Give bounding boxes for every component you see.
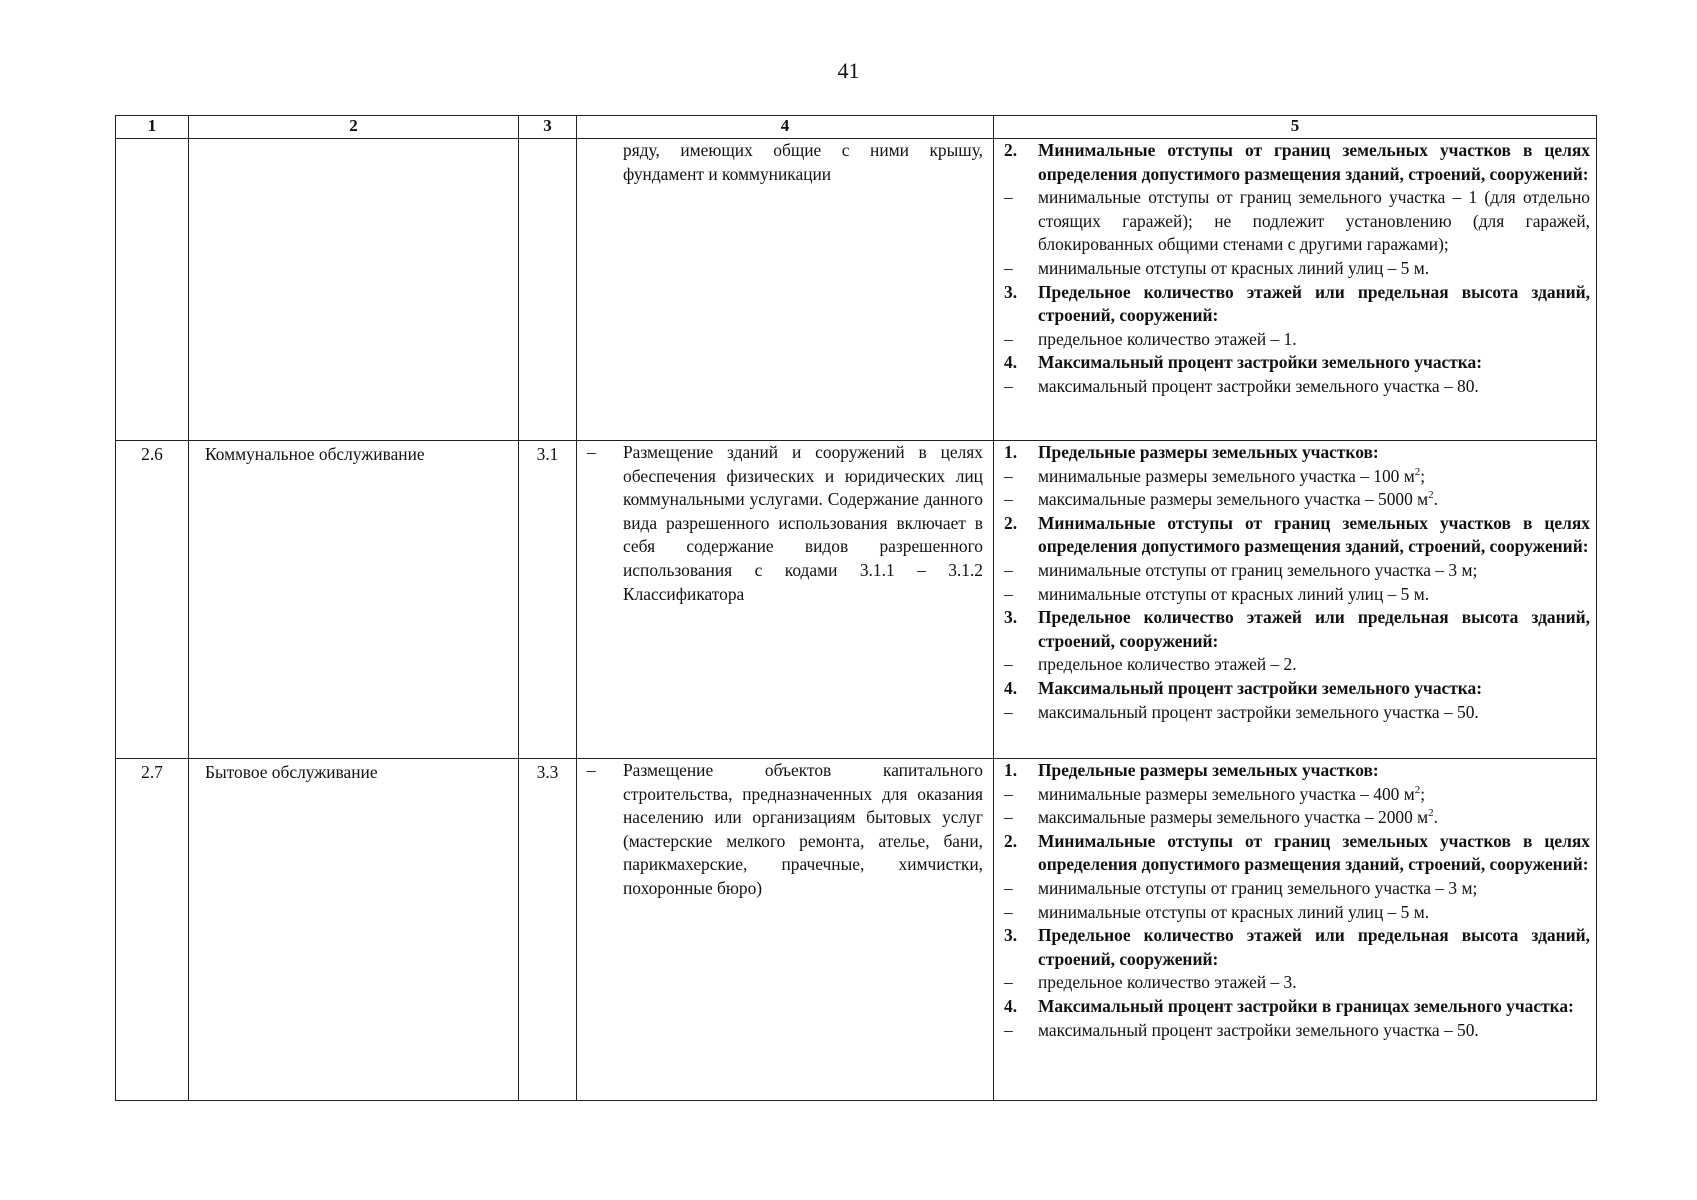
use-code (519, 139, 577, 441)
parameter-text: минимальные отступы от красных линий улиц – 5 м. (1038, 901, 1430, 922)
dash-marker: – (587, 442, 596, 462)
list-marker: – (1004, 187, 1013, 208)
description-text: Размещение зданий и сооружений в целях обеспечения физических и юридических лиц коммунальными услугами. Содержание данного вида разрешенного использования включает в себя содержание видов разрешенного использования с кодами 3.1.1 – 3.1.2 Классификатора (623, 442, 983, 604)
parameter-text: максимальный процент застройки земельного участка – 50. (1038, 1019, 1479, 1040)
list-marker: – (1004, 257, 1013, 278)
page-number: 41 (837, 58, 860, 83)
list-marker: – (1004, 877, 1013, 898)
parameter-text: максимальный процент застройки земельного участка – 50. (1038, 701, 1479, 722)
parameters-list (994, 139, 1596, 399)
superscript: 2 (1414, 465, 1421, 478)
use-code: 3.3 (519, 759, 577, 1101)
parameter-text: Максимальный процент застройки земельного участка: (1038, 677, 1483, 698)
parameter-heading (1004, 924, 1590, 971)
list-marker: – (1004, 328, 1013, 349)
zoning-table (115, 115, 1597, 1101)
list-marker: – (1004, 465, 1013, 486)
parameter-item (1004, 465, 1590, 489)
parameter-text: предельное количество этажей – 3. (1038, 972, 1297, 993)
header-col-2: 2 (189, 116, 519, 139)
parameter-item (1004, 488, 1590, 512)
parameter-text: минимальные отступы от красных линий улиц – 5 м. (1038, 257, 1430, 278)
header-row (116, 116, 1597, 139)
description-text: ряду, имеющих общие с ними крышу, фундамент и коммуникации (623, 140, 983, 184)
parameter-heading (1004, 139, 1590, 186)
parameter-item (1004, 328, 1590, 352)
parameter-heading (1004, 677, 1590, 701)
parameters-list (994, 441, 1596, 724)
parameter-text: максимальный процент застройки земельного участка – 80. (1038, 375, 1479, 396)
parameter-heading (1004, 606, 1590, 653)
parameter-item (1004, 186, 1590, 257)
parameter-text: Максимальный процент застройки в границах земельного участка: (1038, 995, 1574, 1016)
use-name: Коммунальное обслуживание (189, 441, 519, 759)
list-marker: 4. (1004, 352, 1018, 373)
parameter-heading (1004, 995, 1590, 1019)
parameter-item (1004, 583, 1590, 607)
header-col-4: 4 (577, 116, 994, 139)
parameter-text: Предельное количество этажей или предельная высота зданий, строений, сооружений: (1038, 281, 1590, 326)
parameter-item (1004, 901, 1590, 925)
list-marker: – (1004, 489, 1013, 510)
parameters-cell (994, 759, 1597, 1101)
list-marker: 3. (1004, 925, 1018, 946)
parameter-heading (1004, 281, 1590, 328)
list-marker: – (1004, 701, 1013, 722)
superscript: 2 (1428, 489, 1434, 502)
parameter-text: предельное количество этажей – 1. (1038, 328, 1297, 349)
list-marker: – (1004, 559, 1013, 580)
parameter-item (1004, 653, 1590, 677)
superscript: 2 (1414, 783, 1421, 796)
list-marker: – (1004, 654, 1013, 675)
parameter-item (1004, 971, 1590, 995)
parameter-text: минимальные отступы от красных линий улиц – 5 м. (1038, 583, 1430, 604)
list-marker: – (1004, 972, 1013, 993)
parameter-heading (1004, 351, 1590, 375)
parameter-item (1004, 701, 1590, 725)
use-description (577, 139, 994, 441)
parameter-text: минимальные отступы от границ земельного участка – 3 м; (1038, 559, 1478, 580)
row-number: 2.6 (116, 441, 189, 759)
parameters-list (994, 759, 1596, 1042)
parameter-text: предельное количество этажей – 2. (1038, 654, 1297, 675)
parameter-text: Предельные размеры земельных участков: (1038, 760, 1379, 780)
parameter-item (1004, 783, 1590, 807)
list-marker: – (1004, 807, 1013, 828)
description-text: Размещение объектов капитального строительства, предназначенных для оказания населению или организациям бытовых услуг (мастерские мелкого ремонта, ателье, бани, парикмахерские, прачечные, химчистки, похоронные бюро) (623, 760, 983, 898)
list-marker: 4. (1004, 995, 1018, 1016)
parameter-item (1004, 806, 1590, 830)
list-marker: 1. (1004, 442, 1018, 462)
table-row (116, 441, 1597, 759)
use-name (189, 139, 519, 441)
parameter-text: Предельное количество этажей или предельная высота зданий, строений, сооружений: (1038, 607, 1590, 651)
use-name: Бытовое обслуживание (189, 759, 519, 1101)
parameter-text: Минимальные отступы от границ земельных участков в целях определения допустимого размещения зданий, строений, сооружений: (1038, 830, 1590, 875)
row-number: 2.7 (116, 759, 189, 1101)
parameter-item (1004, 877, 1590, 901)
list-marker: 3. (1004, 607, 1018, 628)
header-col-1: 1 (116, 116, 189, 139)
table-row (116, 759, 1597, 1101)
list-marker: – (1004, 901, 1013, 922)
list-marker: 4. (1004, 677, 1018, 698)
parameter-text: минимальные отступы от границ земельного участка – 1 (для отдельно стоящих гаражей); не подлежит установлению (для гаражей, блокированных общими стенами с другими гаражами); (1038, 187, 1590, 255)
parameter-text: Предельные размеры земельных участков: (1038, 442, 1379, 462)
parameter-heading (1004, 759, 1590, 783)
parameter-text: Минимальные отступы от границ земельных участков в целях определения допустимого размещения зданий, строений, сооружений: (1038, 140, 1590, 184)
row-number (116, 139, 189, 441)
use-description (577, 759, 994, 1101)
table-row (116, 139, 1597, 441)
parameter-text: минимальные отступы от границ земельного участка – 3 м; (1038, 877, 1478, 898)
list-marker: – (1004, 375, 1013, 396)
list-marker: 2. (1004, 512, 1018, 533)
parameter-text: минимальные размеры земельного участка – 100 $м^2$; (1038, 465, 1426, 486)
parameter-text: Максимальный процент застройки земельного участка: (1038, 352, 1483, 373)
list-marker: 2. (1004, 830, 1018, 851)
list-marker: – (1004, 583, 1013, 604)
parameter-text: минимальные размеры земельного участка – 400 $м^2$; (1038, 783, 1426, 804)
use-code: 3.1 (519, 441, 577, 759)
parameters-cell (994, 441, 1597, 759)
parameter-item (1004, 375, 1590, 399)
header-col-5: 5 (994, 116, 1597, 139)
header-col-3: 3 (519, 116, 577, 139)
parameters-cell (994, 139, 1597, 441)
parameter-item (1004, 1019, 1590, 1043)
dash-marker: – (587, 760, 596, 780)
superscript: 2 (1428, 807, 1434, 820)
parameter-heading (1004, 830, 1590, 877)
list-marker: 1. (1004, 760, 1018, 780)
list-marker: 2. (1004, 140, 1018, 160)
list-marker: – (1004, 1019, 1013, 1040)
parameter-text: максимальные размеры земельного участка – 5000 $м^2$. (1038, 489, 1438, 510)
parameter-item (1004, 559, 1590, 583)
parameter-text: Предельное количество этажей или предельная высота зданий, строений, сооружений: (1038, 925, 1590, 969)
list-marker: – (1004, 783, 1013, 804)
use-description (577, 441, 994, 759)
parameter-text: максимальные размеры земельного участка – 2000 $м^2$. (1038, 807, 1438, 828)
list-marker: 3. (1004, 281, 1018, 302)
parameter-heading (1004, 441, 1590, 465)
parameter-text: Минимальные отступы от границ земельных участков в целях определения допустимого размещения зданий, строений, сооружений: (1038, 512, 1590, 557)
parameter-heading (1004, 512, 1590, 559)
parameter-item (1004, 257, 1590, 281)
